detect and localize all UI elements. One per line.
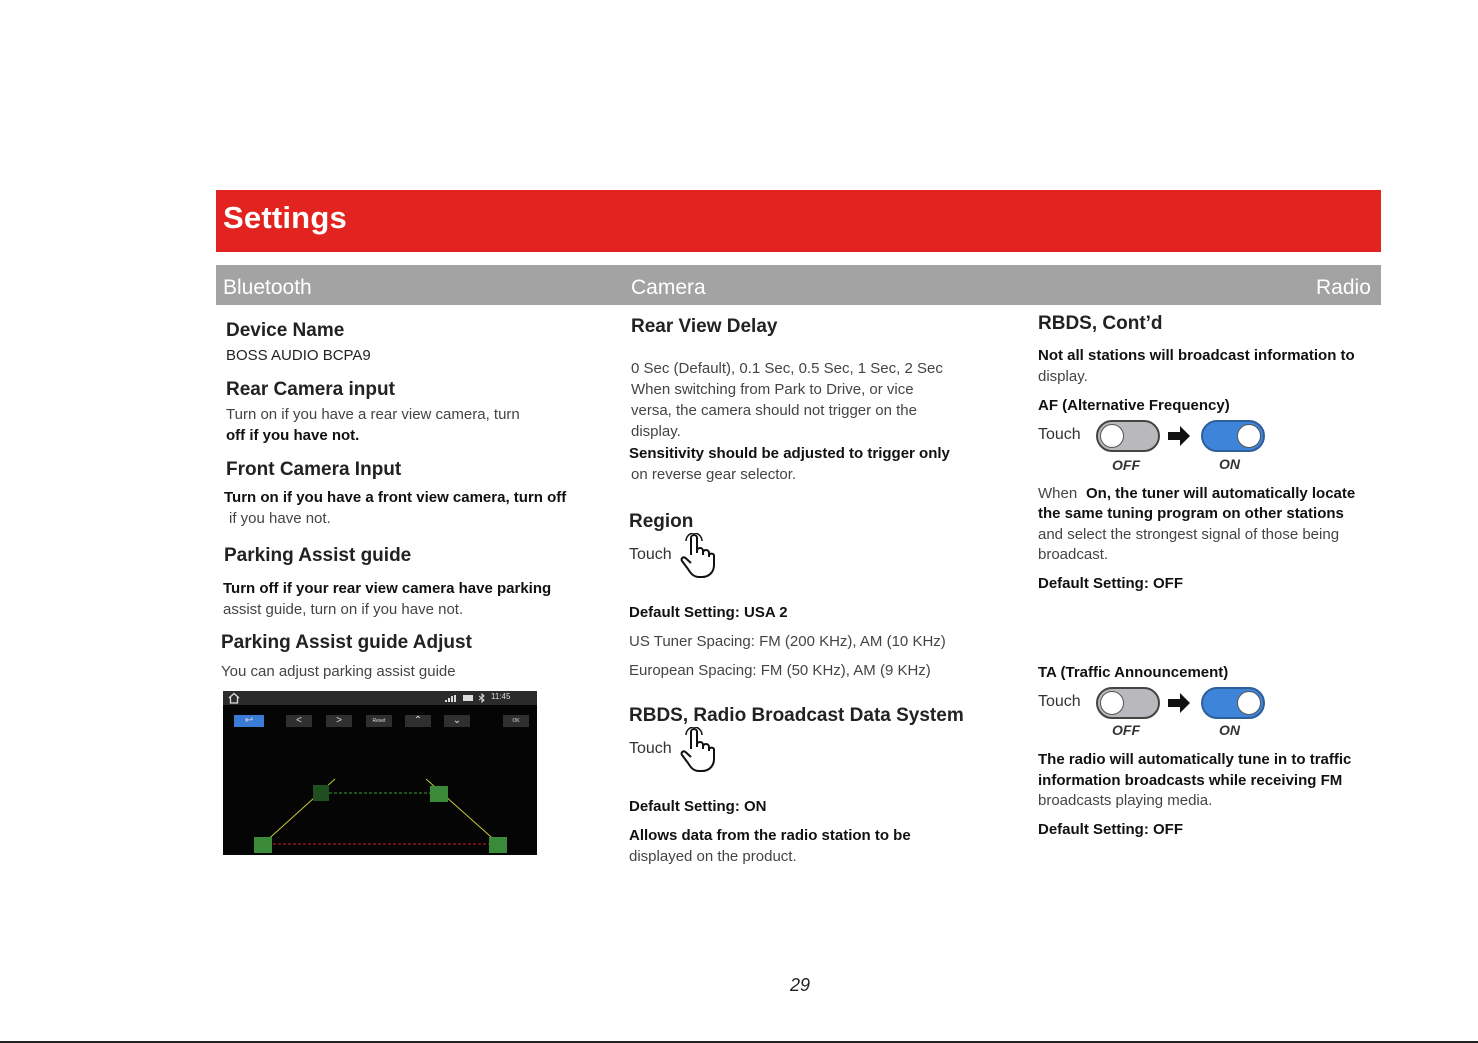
device-name-value: BOSS AUDIO BCPA9: [226, 347, 371, 364]
reset-button[interactable]: Reset: [366, 715, 392, 727]
rear-camera-text-2: off if you have not.: [226, 427, 360, 444]
rbds-default-setting: Default Setting: ON: [629, 798, 767, 815]
device-name-heading: Device Name: [226, 320, 345, 341]
guide-handle-top-left: [313, 785, 329, 801]
page-number: 29: [790, 975, 811, 995]
rear-view-delay-text-5: on reverse gear selector.: [631, 466, 797, 483]
front-camera-text: Turn on if you have a front view camera, turn off: [224, 489, 567, 506]
af-off-label: OFF: [1112, 457, 1140, 473]
ta-default-setting: Default Setting: OFF: [1038, 821, 1183, 838]
af-text-1-pre: When: [1038, 485, 1078, 502]
hand-pointer-icon: [679, 727, 717, 773]
ta-text-1: The radio will automatically tune in to traffic: [1038, 751, 1352, 768]
af-text-1: On, the tuner will automatically locate: [1086, 485, 1356, 502]
front-camera-text-2: if you have not.: [229, 510, 331, 527]
ta-toggle-off[interactable]: [1096, 687, 1160, 719]
parking-assist-heading: Parking Assist guide: [224, 545, 412, 566]
ta-off-label: OFF: [1112, 722, 1140, 738]
section-camera-label: Camera: [631, 276, 706, 299]
ta-heading: TA (Traffic Announcement): [1038, 664, 1229, 681]
region-default-setting: Default Setting: USA 2: [629, 604, 788, 621]
rbds-cont-text-1: Not all stations will broadcast information to: [1038, 347, 1355, 364]
hand-pointer-icon: [679, 533, 717, 579]
parking-assist-adjust-heading: Parking Assist guide Adjust: [221, 632, 472, 653]
parking-guide-lines: [223, 691, 537, 855]
af-toggle-on[interactable]: [1201, 420, 1265, 452]
region-heading: Region: [629, 511, 694, 532]
guide-handle-bottom-right: [489, 837, 507, 853]
rear-view-delay-text-3: display.: [631, 423, 681, 440]
af-on-label: ON: [1219, 456, 1240, 472]
parking-assist-text: Turn off if your rear view camera have parking: [223, 580, 552, 597]
rear-view-delay-text-2: versa, the camera should not trigger on the: [631, 402, 917, 419]
ta-text-3: broadcasts playing media.: [1038, 792, 1213, 809]
back-button[interactable]: ↩: [234, 715, 264, 727]
region-eu-spacing: European Spacing: FM (50 KHz), AM (9 KHz): [629, 662, 931, 679]
ta-toggle-on[interactable]: [1201, 687, 1265, 719]
af-touch-label: Touch: [1038, 426, 1081, 443]
right-arrow-icon: [1167, 425, 1191, 447]
af-text-2: the same tuning program on other stations: [1038, 505, 1344, 522]
parking-assist-adjust-text: You can adjust parking assist guide: [221, 663, 456, 680]
af-text-4: broadcast.: [1038, 546, 1109, 563]
section-radio-label: Radio: [1316, 276, 1371, 299]
af-toggle-off[interactable]: [1096, 420, 1160, 452]
ta-text-2: information broadcasts while receiving FM: [1038, 772, 1343, 789]
page-title: Settings: [223, 200, 347, 235]
down-arrow-button[interactable]: ⌄: [444, 715, 470, 727]
rear-camera-heading: Rear Camera input: [226, 379, 395, 400]
af-default-setting: Default Setting: OFF: [1038, 575, 1183, 592]
rbds-touch-label: Touch: [629, 740, 672, 757]
ta-touch-label: Touch: [1038, 693, 1081, 710]
ok-button[interactable]: OK: [503, 715, 529, 727]
rear-view-delay-text-1: When switching from Park to Drive, or vice: [631, 381, 914, 398]
rear-camera-text: Turn on if you have a rear view camera, turn: [226, 406, 520, 423]
screen-time: 11:45: [491, 692, 511, 701]
rear-view-delay-options: 0 Sec (Default), 0.1 Sec, 0.5 Sec, 1 Sec, 2 Sec: [631, 360, 943, 377]
rbds-cont-text-2: display.: [1038, 368, 1088, 385]
rear-view-delay-text-4: Sensitivity should be adjusted to trigger only: [629, 445, 950, 462]
ta-on-label: ON: [1219, 722, 1240, 738]
right-arrow-button[interactable]: >: [326, 715, 352, 727]
rbds-cont-heading: RBDS, Cont’d: [1038, 313, 1163, 334]
region-us-spacing: US Tuner Spacing: FM (200 KHz), AM (10 KHz): [629, 633, 946, 650]
af-heading: AF (Alternative Frequency): [1038, 397, 1230, 414]
guide-handle-top-right: [430, 786, 448, 802]
front-camera-heading: Front Camera Input: [226, 459, 402, 480]
section-header-bar: [216, 265, 1381, 305]
guide-handle-bottom-left: [254, 837, 272, 853]
parking-guide-screenshot: [223, 691, 537, 855]
af-text-3: and select the strongest signal of those being: [1038, 526, 1340, 543]
rbds-heading: RBDS, Radio Broadcast Data System: [629, 705, 964, 726]
right-arrow-icon: [1167, 692, 1191, 714]
rbds-description-1: Allows data from the radio station to be: [629, 827, 911, 844]
parking-assist-text-2: assist guide, turn on if you have not.: [223, 601, 464, 618]
rbds-description-2: displayed on the product.: [629, 848, 797, 865]
settings-banner: [216, 190, 1381, 252]
left-arrow-button[interactable]: <: [286, 715, 312, 727]
region-touch-label: Touch: [629, 546, 672, 563]
up-arrow-button[interactable]: ⌃: [405, 715, 431, 727]
rear-view-delay-heading: Rear View Delay: [631, 316, 778, 337]
section-bluetooth-label: Bluetooth: [223, 276, 312, 299]
